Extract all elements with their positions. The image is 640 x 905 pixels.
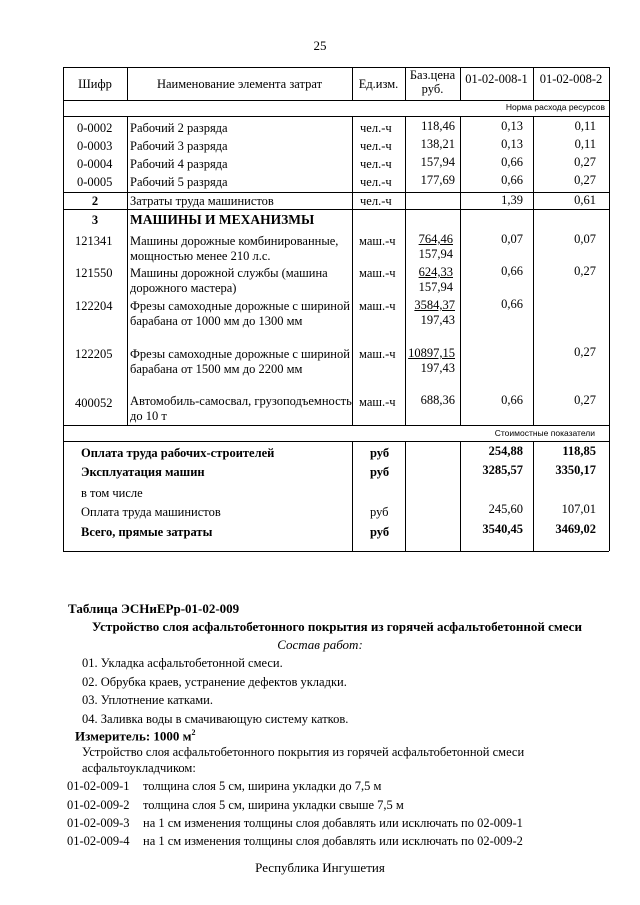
meter-label: Измеритель: 1000 $м^2$	[75, 728, 196, 744]
table-cell: 624,33	[418, 265, 453, 279]
table-cell: руб	[370, 465, 390, 479]
machinists-name: Затраты труда машинистов	[130, 194, 274, 208]
table-cell: 0,66	[501, 155, 523, 169]
table-cell: чел.-ч	[360, 139, 392, 153]
table-cell: 0,07	[501, 232, 523, 246]
table-cell: 122204	[75, 299, 113, 313]
header-col1: 01-02-008-1	[465, 72, 528, 86]
table-cell: 107,01	[561, 502, 596, 516]
item-code: 01-02-009-3	[67, 816, 130, 830]
table-cell: Автомобиль-самосвал, грузоподъемность до 10 т	[130, 394, 352, 423]
table-cell: 3584,37	[414, 298, 455, 312]
list-item: 02. Обрубка краев, устранение дефектов укладки.	[82, 675, 347, 689]
table-cell: руб	[370, 446, 390, 460]
header-col2: 01-02-008-2	[539, 72, 603, 86]
table-cell: маш.-ч	[359, 347, 396, 361]
composition-title: Состав работ:	[277, 637, 363, 652]
item-code: 01-02-009-2	[67, 798, 130, 812]
table-cell: Оплата труда рабочих-строителей	[81, 446, 275, 460]
table-cell: руб	[370, 505, 389, 519]
table-cell: 3469,02	[555, 522, 596, 536]
table-cell: 0-0002	[77, 121, 113, 135]
table-cell: 688,36	[420, 393, 455, 407]
table-cell: чел.-ч	[360, 175, 392, 189]
table-cell: в том числе	[81, 486, 143, 500]
table-cell: 0,11	[574, 137, 596, 151]
table-cell: 121550	[75, 266, 113, 280]
table-cell: 122205	[75, 347, 113, 361]
machines-section-code: 3	[91, 213, 99, 227]
table-cell: 157,94	[420, 155, 455, 169]
item-text: на 1 см изменения толщины слоя добавлять или исключать по 02-009-2	[143, 834, 523, 848]
machines-section-title: МАШИНЫ И МЕХАНИЗМЫ	[130, 212, 315, 227]
description-line2: асфальтоукладчиком:	[82, 761, 196, 775]
table-cell: Эксплуатация машин	[81, 465, 205, 479]
table-cell: Фрезы самоходные дорожные с шириной барабана от 1000 мм до 1300 мм	[130, 299, 350, 328]
machinists-unit: чел.-ч	[360, 194, 392, 208]
table-title: Таблица ЭСНиЕРр-01-02-009	[68, 601, 240, 616]
table-cell: 3285,57	[482, 463, 523, 477]
table-cell: 157,94	[418, 280, 453, 294]
table-cell: 0,27	[574, 345, 596, 359]
norm-label: Норма расхода ресурсов	[505, 102, 605, 112]
table-cell: Рабочий 2 разряда	[130, 121, 228, 135]
header-code: Шифр	[78, 77, 112, 91]
item-code: 01-02-009-1	[67, 779, 130, 793]
table-cell: 0,66	[501, 264, 523, 278]
table-cell: 3540,45	[482, 522, 523, 536]
table-cell: Машины дорожной службы (машина дорожного мастера)	[130, 266, 328, 295]
table-cell: 0-0003	[77, 139, 113, 153]
table-cell: 0,66	[501, 297, 523, 311]
item-text: на 1 см изменения толщины слоя добавлять или исключать по 02-009-1	[143, 816, 523, 830]
table-cell: Всего, прямые затраты	[81, 525, 213, 539]
table-cell: 0,27	[574, 264, 596, 278]
table-cell: 10897,15	[408, 346, 455, 360]
description-line1: Устройство слоя асфальтобетонного покрытия из горячей асфальтобетонной смеси	[82, 745, 525, 759]
section-subtitle: Устройство слоя асфальтобетонного покрытия из горячей асфальтобетонной смеси	[92, 619, 582, 634]
table-cell: чел.-ч	[360, 121, 392, 135]
header-name: Наименование элемента затрат	[156, 77, 323, 91]
table-cell: Машины дорожные комбинированные, мощностью менее 210 л.с.	[130, 234, 339, 263]
table-cell: 0,07	[574, 232, 596, 246]
table-cell: 0,27	[574, 155, 596, 169]
table-cell: 138,21	[420, 137, 455, 151]
table-cell: 0,27	[574, 173, 596, 187]
table-cell: 764,46	[418, 232, 453, 246]
table-cell: 0-0005	[77, 175, 113, 189]
table-cell: 157,94	[418, 247, 453, 261]
list-item: 04. Заливка воды в смачивающую систему катков.	[82, 712, 349, 726]
table-cell: 400052	[75, 396, 113, 410]
header-unit: Ед.изм.	[358, 77, 399, 91]
item-text: толщина слоя 5 см, ширина укладки до 7,5 м	[143, 779, 382, 793]
table-cell: чел.-ч	[360, 157, 392, 171]
item-code: 01-02-009-4	[67, 834, 130, 848]
table-cell: 254,88	[488, 444, 523, 458]
table-cell: Рабочий 4 разряда	[130, 157, 228, 171]
cost-label: Стоимостные показатели	[494, 428, 595, 438]
table-cell: Фрезы самоходные дорожные с шириной барабана от 1500 мм до 2200 мм	[130, 347, 350, 376]
table-cell: 0,66	[501, 393, 523, 407]
table-cell: маш.-ч	[359, 234, 396, 248]
table-cell: 118,46	[421, 119, 455, 133]
table-cell: 121341	[75, 234, 113, 248]
table-cell: 245,60	[488, 502, 523, 516]
table-cell: 118,85	[562, 444, 596, 458]
table-cell: 177,69	[420, 173, 455, 187]
page-number: 25	[313, 38, 327, 53]
table-cell: 0,13	[501, 137, 523, 151]
table-cell: 3350,17	[555, 463, 596, 477]
list-item: 01. Укладка асфальтобетонной смеси.	[82, 656, 283, 670]
table-cell: Рабочий 5 разряда	[130, 175, 228, 189]
table-cell: 197,43	[420, 361, 455, 375]
table-cell: 197,43	[420, 313, 455, 327]
table-cell: 0,27	[574, 393, 596, 407]
list-item: 03. Уплотнение катками.	[82, 693, 213, 707]
machinists-code: 2	[91, 194, 99, 208]
page-footer: Республика Ингушетия	[255, 860, 385, 875]
table-cell: 0-0004	[77, 157, 113, 171]
table-cell: маш.-ч	[359, 299, 396, 313]
machinists-v1: 1,39	[501, 193, 523, 207]
table-cell: маш.-ч	[359, 266, 396, 280]
table-cell: 0,66	[501, 173, 523, 187]
header-price: Баз.цена руб.	[409, 68, 456, 96]
machinists-v2: 0,61	[574, 193, 596, 207]
table-cell: 0,11	[574, 119, 596, 133]
table-cell: 0,13	[501, 119, 523, 133]
item-text: толщина слоя 5 см, ширина укладки свыше 7,5 м	[143, 798, 404, 812]
table-cell: Рабочий 3 разряда	[130, 139, 228, 153]
table-cell: Оплата труда машинистов	[81, 505, 221, 519]
table-cell: маш.-ч	[359, 395, 396, 409]
table-cell: руб	[370, 525, 390, 539]
